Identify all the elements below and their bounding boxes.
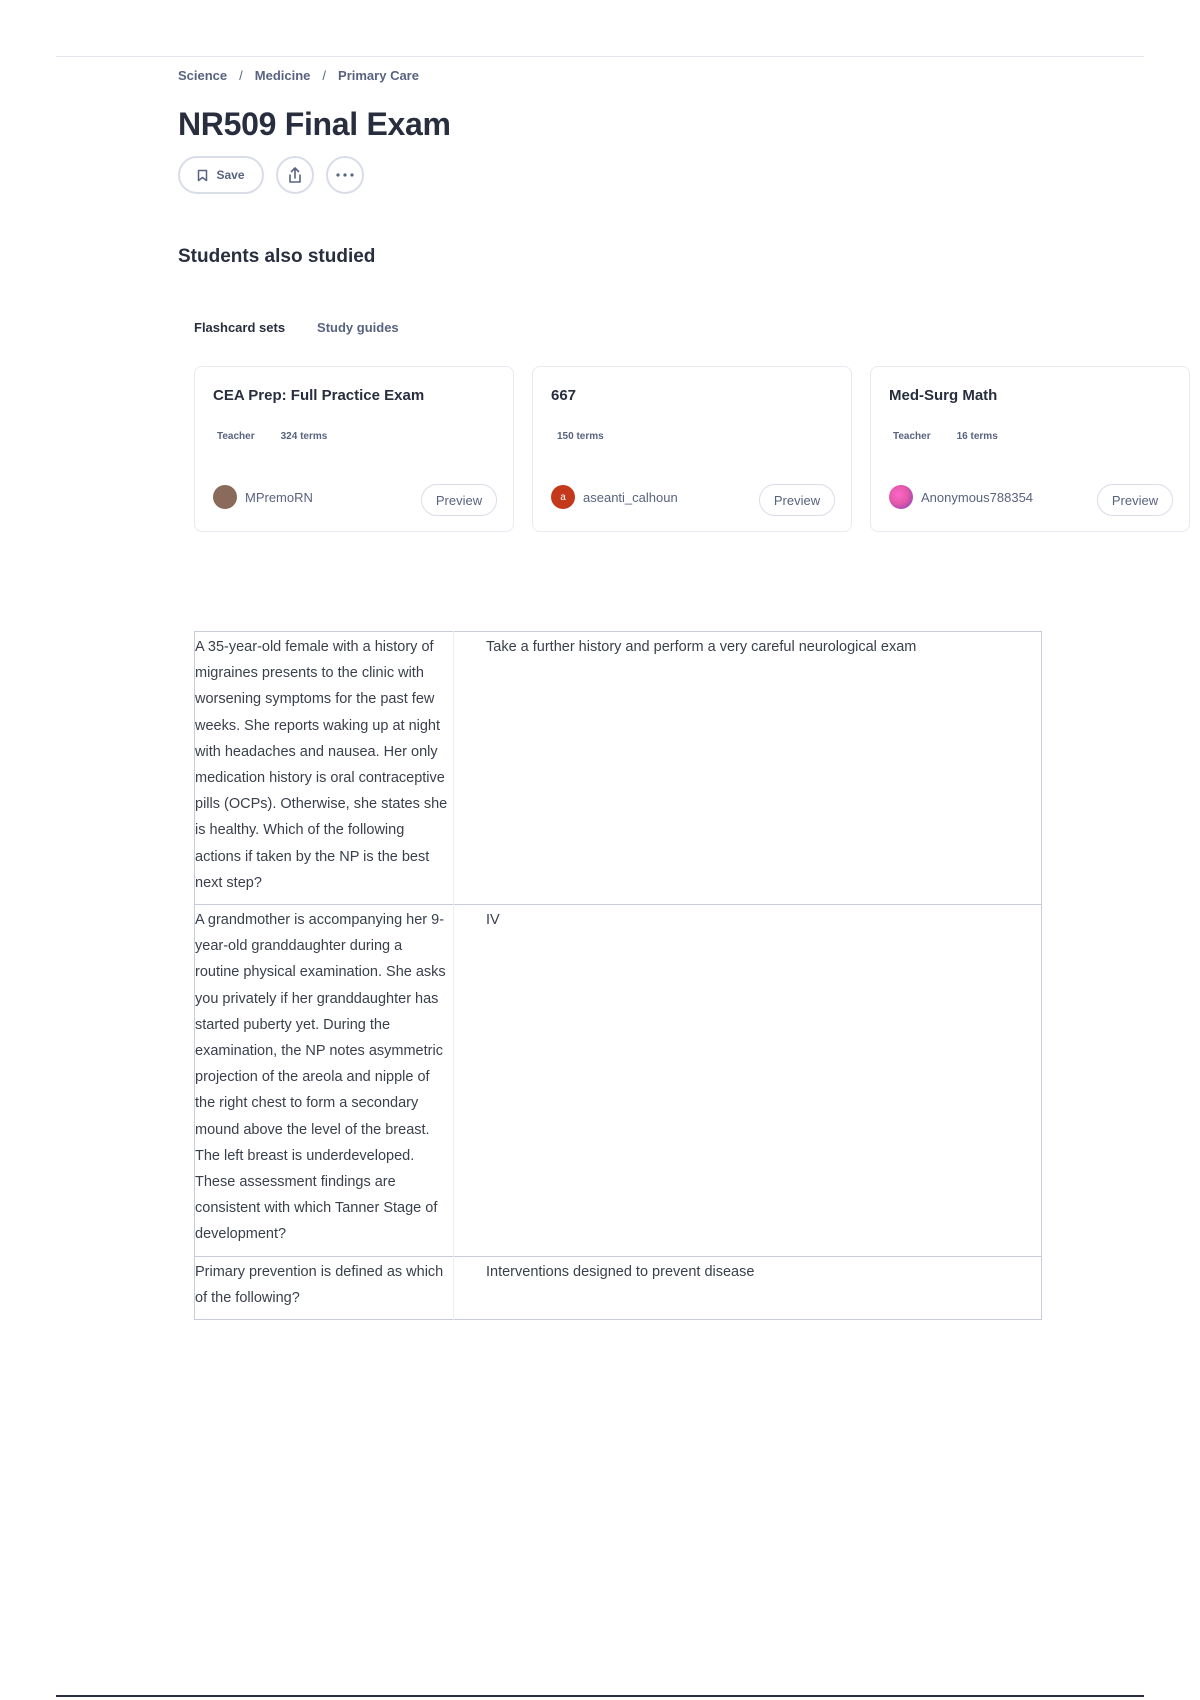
bottom-divider <box>56 1695 1144 1697</box>
set-card-title: Med-Surg Math <box>889 387 998 404</box>
breadcrumb-separator: / <box>239 68 243 83</box>
terms-table <box>194 631 1042 1320</box>
table-row <box>195 905 1042 1257</box>
term-answer: IV <box>486 912 500 929</box>
more-options-button[interactable] <box>326 156 364 194</box>
related-sets-carousel <box>194 366 1159 536</box>
set-card[interactable] <box>194 366 514 532</box>
term-count: 16 terms <box>956 431 998 442</box>
author-name: MPremoRN <box>245 489 313 505</box>
set-card-author[interactable] <box>889 485 1033 509</box>
preview-button[interactable]: Preview <box>421 484 497 516</box>
teacher-badge: Teacher <box>217 431 255 442</box>
term-count: 150 terms <box>557 431 604 442</box>
set-card[interactable] <box>532 366 852 532</box>
set-card-author[interactable] <box>213 485 313 509</box>
table-row <box>195 632 1042 905</box>
more-horizontal-icon <box>336 173 354 177</box>
set-card[interactable] <box>870 366 1190 532</box>
term-question: A grandmother is accompanying her 9-year-old granddaughter during a routine physical examination. She asks you privately if her granddaughter has started puberty yet. During the examination, the NP notes asymmetric projection of the areola and nipple of the right chest to form a secondary mound above the level of the breast. The left breast is underdeveloped. These assessment findings are consistent with which Tanner Stage of development? <box>195 905 454 1257</box>
term-answer: Interventions designed to prevent disease <box>486 1263 755 1280</box>
section-title: Students also studied <box>178 246 376 267</box>
set-card-title: 667 <box>551 387 577 404</box>
top-divider <box>56 56 1144 57</box>
table-row <box>195 1256 1042 1319</box>
breadcrumb-science[interactable]: Science <box>178 68 228 83</box>
share-button[interactable] <box>276 156 314 194</box>
set-card-title: CEA Prep: Full Practice Exam <box>213 387 425 404</box>
preview-button[interactable]: Preview <box>1097 484 1173 516</box>
term-question: A 35-year-old female with a history of migraines presents to the clinic with worsening symptoms for the past few weeks. She reports waking up at night with headaches and nausea. Her only medication history is oral contraceptive pills (OCPs). Otherwise, she states she is healthy. Which of the following actions if taken by the NP is the best next step? <box>195 632 454 905</box>
bookmark-icon <box>197 169 208 182</box>
save-button[interactable] <box>178 156 264 194</box>
study-tabs <box>194 320 399 335</box>
avatar <box>213 485 237 509</box>
set-card-meta <box>217 431 327 442</box>
term-count: 324 terms <box>280 431 328 442</box>
term-question: Primary prevention is defined as which of the following? <box>195 1256 454 1319</box>
breadcrumb-separator: / <box>322 68 327 83</box>
set-card-author[interactable] <box>551 485 678 509</box>
save-label: Save <box>216 168 245 182</box>
breadcrumb <box>178 68 419 83</box>
author-name: Anonymous788354 <box>921 489 1034 505</box>
breadcrumb-medicine[interactable]: Medicine <box>254 68 311 83</box>
tab-study-guides[interactable]: Study guides <box>317 320 399 335</box>
term-answer: Take a further history and perform a very careful neurological exam <box>486 639 917 655</box>
tab-flashcard-sets[interactable]: Flashcard sets <box>194 320 286 335</box>
share-icon <box>287 166 303 184</box>
set-card-meta <box>893 431 998 442</box>
breadcrumb-primary-care[interactable]: Primary Care <box>338 68 419 83</box>
avatar: a <box>551 485 575 509</box>
author-name: aseanti_calhoun <box>583 489 678 505</box>
teacher-badge: Teacher <box>893 431 931 442</box>
avatar <box>889 485 913 509</box>
preview-button[interactable]: Preview <box>759 484 835 516</box>
page-title: NR509 Final Exam <box>178 106 451 142</box>
action-bar <box>178 156 364 194</box>
set-card-meta <box>557 431 604 442</box>
